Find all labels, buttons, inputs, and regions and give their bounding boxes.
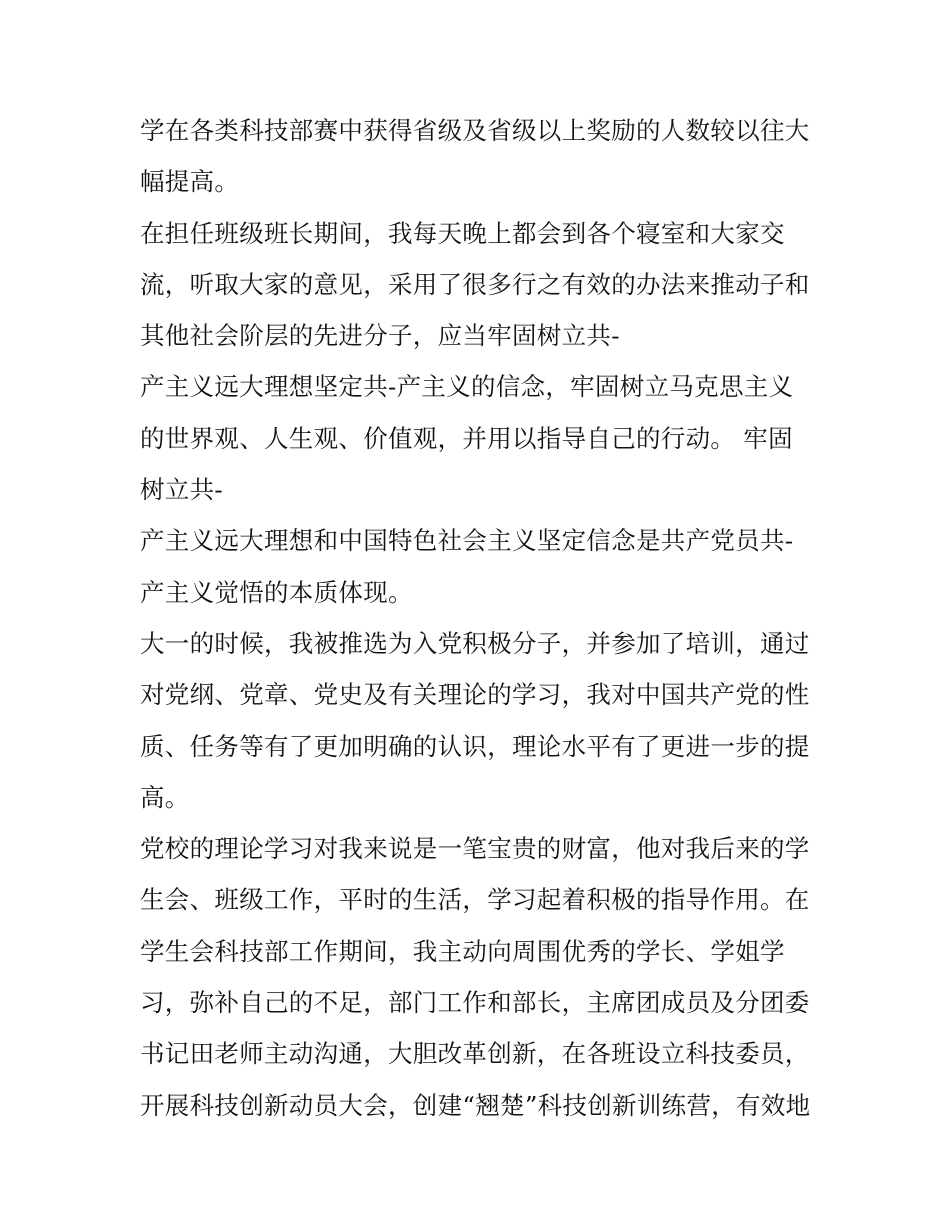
text-line: 对党纲、党章、党史及有关理论的学习，我对中国共产党的性 [140, 680, 810, 710]
text-line: 高。 [140, 782, 190, 812]
text-line: 质、任务等有了更加明确的认识，理论水平有了更进一步的提 [140, 731, 810, 761]
text-line: 书记田老师主动沟通，大胆改革创新，在各班设立科技委员， [140, 1039, 810, 1069]
text-line: 大一的时候，我被推选为入党积极分子，并参加了培训，通过 [140, 628, 810, 658]
document-body [140, 105, 820, 1131]
text-line: 产主义远大理想和中国特色社会主义坚定信念是共产党员共- [140, 526, 794, 556]
text-line: 在担任班级班长期间，我每天晚上都会到各个寝室和大家交 [140, 218, 785, 248]
text-line: 其他社会阶层的先进分子，应当牢固树立共- [140, 321, 620, 351]
text-line: 树立共- [140, 475, 223, 505]
text-line: 的世界观、人生观、价值观，并用以指导自己的行动。 牢固 [140, 423, 793, 453]
text-line: 学在各类科技部赛中获得省级及省级以上奖励的人数较以往大 [140, 116, 810, 145]
text-line: 开展科技创新动员大会，创建“翘楚”科技创新训练营，有效地 [140, 1090, 811, 1120]
text-line: 幅提高。 [140, 167, 240, 197]
text-line: 产主义觉悟的本质体现。 [140, 577, 413, 607]
text-line: 学生会科技部工作期间，我主动向周围优秀的学长、学姐学 [140, 936, 785, 966]
text-line: 产主义远大理想坚定共-产主义的信念，牢固树立马克思主义 [140, 372, 794, 402]
text-line: 习，弥补自己的不足，部门工作和部长，主席团成员及分团委 [140, 988, 810, 1018]
text-line: 流，听取大家的意见，采用了很多行之有效的办法来推动子和 [140, 269, 810, 299]
text-line: 生会、班级工作，平时的生活，学习起着积极的指导作用。在 [140, 885, 810, 915]
text-line: 党校的理论学习对我来说是一笔宝贵的财富，他对我后来的学 [140, 834, 810, 864]
